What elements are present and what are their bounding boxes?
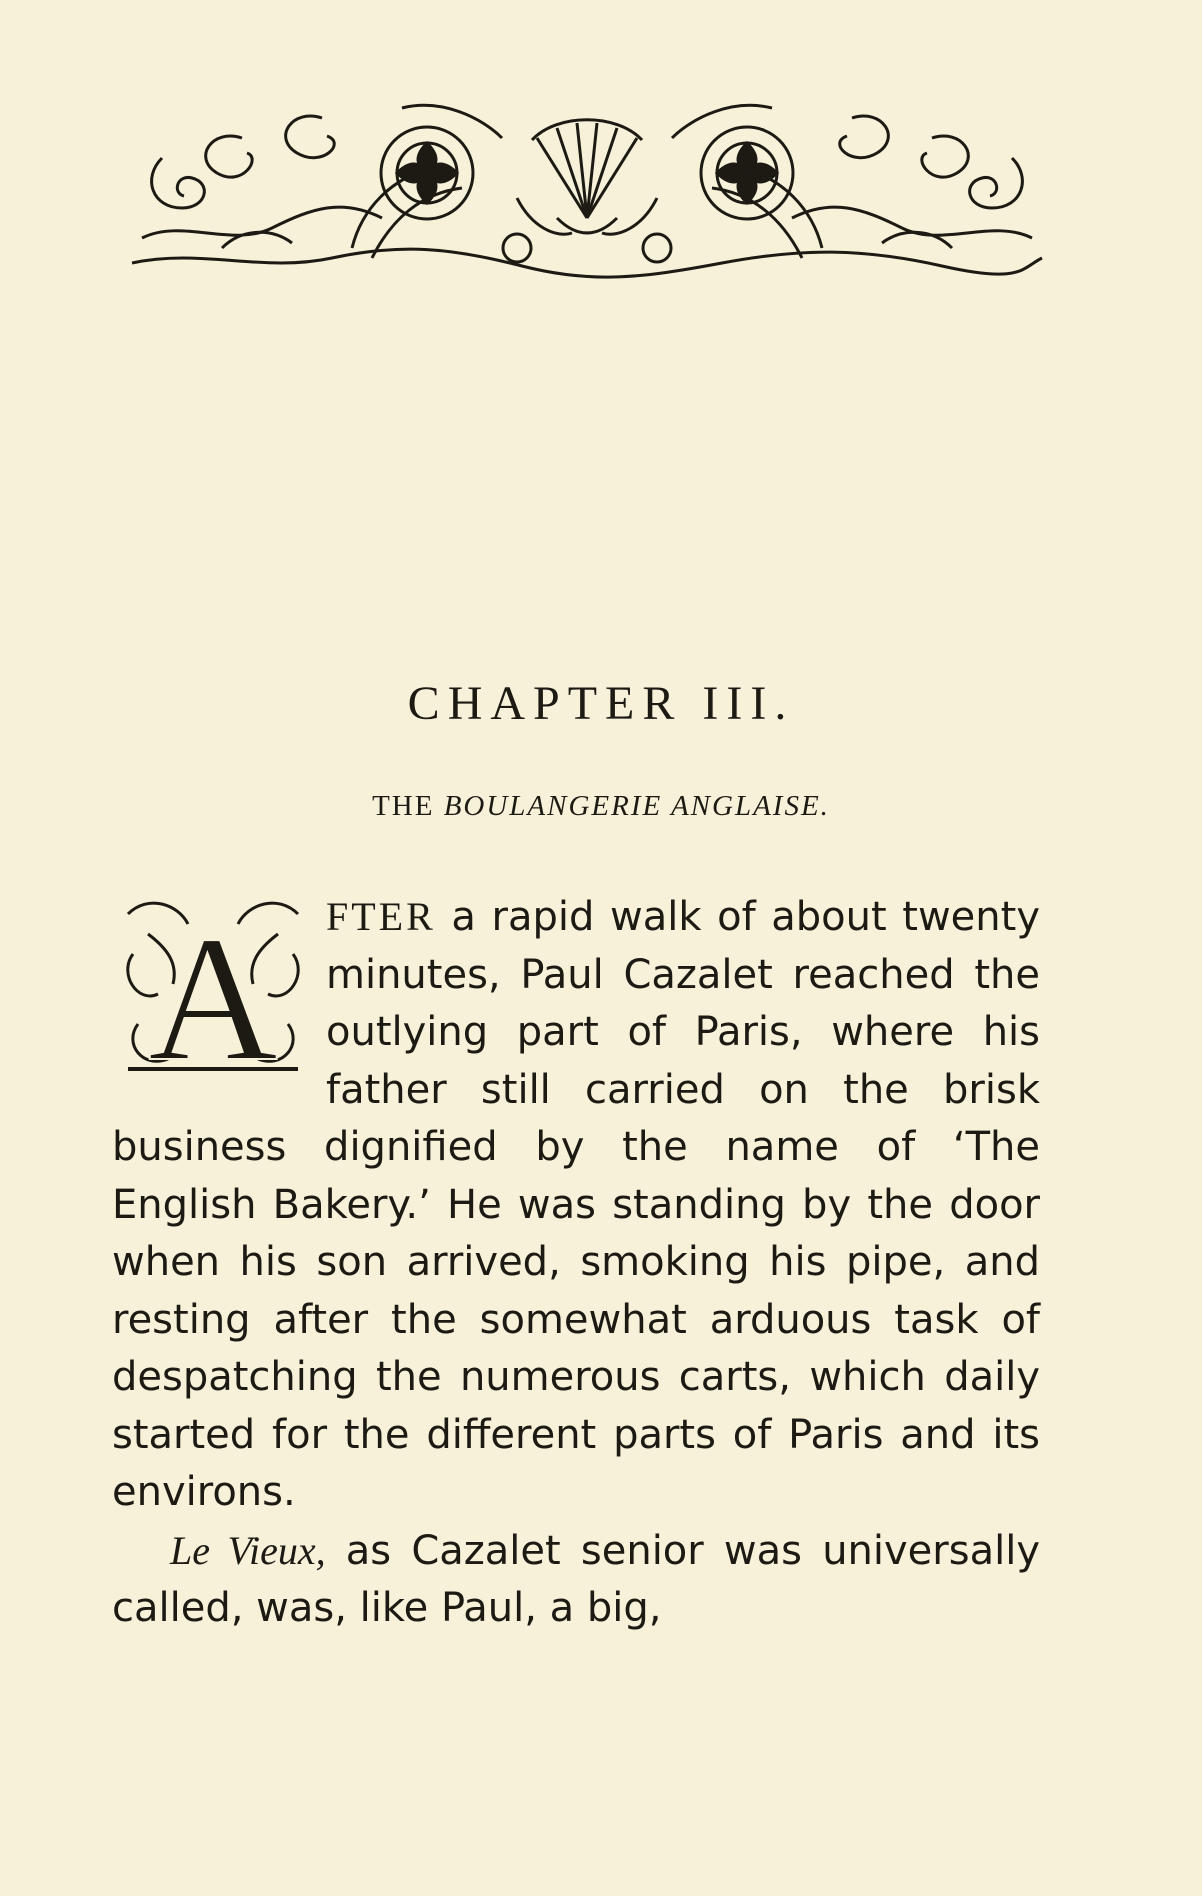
lead-caps: FTER [326, 894, 436, 939]
paragraph-1-text: a rapid walk of about twenty minutes, Paul Cazalet reached the outlying part of Paris, where his father still carried on the brisk business dignified by the name of ‘The English Bakery.’ He was standing by the door when his son arrived, smoking his pipe, and resting after the somewhat arduous task of despatching the numerous carts, which daily started for the different parts of Paris and its environs. [112, 894, 1040, 1515]
subtitle-italic: BOULANGERIE ANGLAISE. [443, 790, 830, 822]
chapter-title: CHAPTER III. [407, 677, 795, 730]
paragraph-1 [112, 888, 1040, 1522]
subtitle-article: THE [372, 790, 435, 822]
paragraph-2-text: as Cazalet senior was universally called, was, like Paul, a big, [112, 1527, 1040, 1631]
ornamental-headpiece [122, 98, 1052, 280]
paragraph-2 [112, 1522, 1040, 1638]
chapter-subtitle [0, 790, 1202, 823]
paragraph-2-italic: Le Vieux, [170, 1527, 326, 1573]
drop-cap-letter: A [148, 899, 278, 1080]
body-text [112, 888, 1040, 1638]
decorated-drop-cap [118, 894, 308, 1080]
